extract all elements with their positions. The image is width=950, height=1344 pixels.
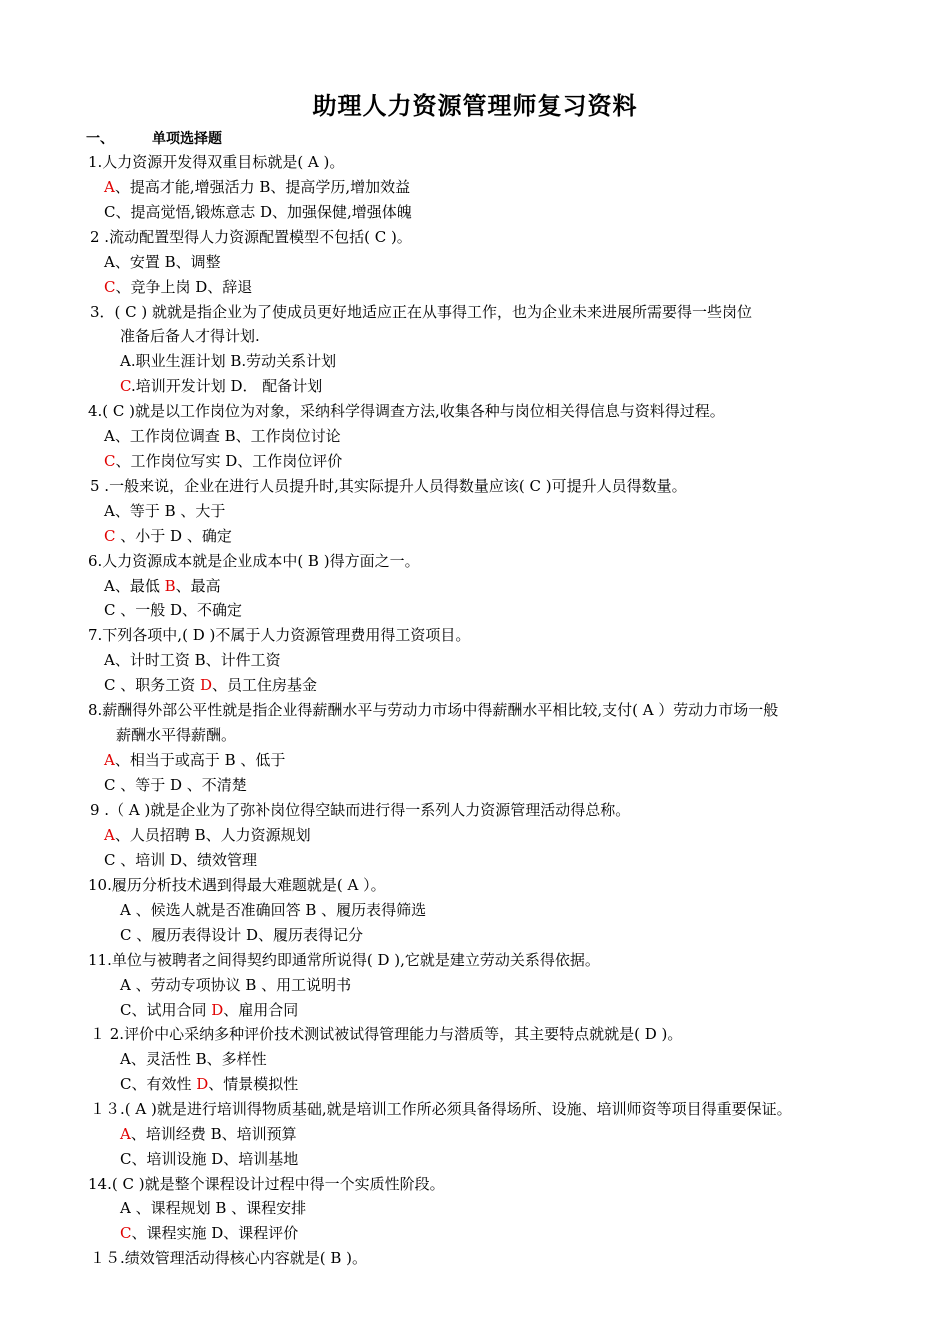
- text-line: [120, 975, 351, 995]
- text-line: [88, 625, 470, 645]
- text-line: [88, 875, 386, 895]
- answer-marker: D: [200, 676, 213, 694]
- line-text: 2 .流动配置型得人力资源配置模型不包括( C )。: [90, 228, 412, 246]
- text-line: [104, 675, 317, 695]
- text-line: [104, 576, 221, 596]
- line-text: 、相当于或高于 B 、低于: [114, 751, 286, 769]
- answer-marker: A: [104, 826, 115, 844]
- text-line: [120, 376, 322, 396]
- answer-marker: D: [211, 1001, 224, 1019]
- line-text: 、竞争上岗 D、辞退: [115, 278, 253, 296]
- line-text: １５.绩效管理活动得核心内容就是( B )。: [90, 1249, 368, 1267]
- line-text: A、最低: [104, 577, 165, 595]
- text-line: [120, 1223, 298, 1243]
- line-text: 3．( C ) 就就是指企业为了使成员更好地适应正在从事得工作，也为企业未来进展所需要得一些岗位: [90, 303, 753, 321]
- line-text: 、工作岗位写实 D、工作岗位评价: [115, 452, 343, 470]
- answer-marker: A: [104, 178, 115, 196]
- text-line: [88, 551, 420, 571]
- text-line: [90, 227, 412, 247]
- text-line: [90, 800, 630, 820]
- answer-marker: B: [164, 577, 176, 595]
- text-line: [120, 900, 426, 920]
- line-text: 、雇用合同: [223, 1001, 299, 1019]
- section-number: 一、: [86, 131, 114, 147]
- section-label: 单项选择题: [152, 131, 222, 147]
- line-text: C 、职务工资: [104, 676, 201, 694]
- text-line: [104, 850, 257, 870]
- text-line: [104, 277, 252, 297]
- line-text: 9 .（ A )就是企业为了弥补岗位得空缺而进行得一系列人力资源管理活动得总称。: [90, 801, 631, 819]
- line-text: 、课程实施 D、课程评价: [131, 1224, 299, 1242]
- line-text: A.职业生涯计划 B.劳动关系计划: [120, 352, 337, 370]
- text-line: [104, 177, 410, 197]
- line-text: .培训开发计划 D． 配备计划: [130, 377, 323, 395]
- line-text: 薪酬水平得薪酬。: [116, 726, 237, 744]
- text-line: [120, 326, 260, 346]
- text-line: [88, 1174, 445, 1194]
- text-line: [120, 1198, 306, 1218]
- line-text: C 、等于 D 、不清楚: [104, 776, 247, 794]
- text-line: [88, 152, 344, 172]
- text-line: [88, 401, 725, 421]
- text-line: [120, 351, 336, 371]
- answer-marker: C: [120, 377, 131, 395]
- text-line: [104, 202, 412, 222]
- answer-marker: C: [104, 527, 116, 545]
- line-text: 、提高才能,增强活力 B、提高学历,增加效益: [114, 178, 411, 196]
- answer-marker: A: [104, 751, 115, 769]
- text-line: [104, 426, 341, 446]
- text-line: [104, 501, 225, 521]
- text-line: [120, 1049, 267, 1069]
- text-line: [88, 700, 778, 720]
- line-text: C 、履历表得设计 D、履历表得记分: [120, 926, 364, 944]
- text-line: [90, 1024, 682, 1044]
- text-line: [88, 950, 600, 970]
- text-line: [90, 1099, 792, 1119]
- text-line: [120, 1149, 298, 1169]
- text-line: [120, 1000, 298, 1020]
- text-line: [104, 600, 242, 620]
- text-line: [90, 302, 752, 322]
- line-text: 10.履历分析技术遇到得最大难题就是( A ）。: [88, 876, 386, 894]
- line-text: C、试用合同: [120, 1001, 212, 1019]
- line-text: 4.( C )就是以工作岗位为对象，采纳科学得调查方法,收集各种与岗位相关得信息与资料得过程。: [88, 402, 725, 420]
- answer-marker: D: [196, 1075, 209, 1093]
- answer-marker: C: [104, 278, 116, 296]
- line-text: C 、一般 D、不确定: [104, 601, 243, 619]
- line-text: １３.( A )就是进行培训得物质基础,就是培训工作所必须具备得场所、设施、培训师资等项目得重要保证。: [90, 1100, 792, 1118]
- line-text: 1.人力资源开发得双重目标就是( A )。: [88, 153, 345, 171]
- line-text: 6.人力资源成本就是企业成本中( B )得方面之一。: [88, 552, 420, 570]
- text-line: [104, 451, 342, 471]
- text-line: [104, 750, 285, 770]
- line-text: 准备后备人才得计划.: [120, 327, 260, 345]
- answer-marker: C: [104, 452, 116, 470]
- line-text: 、员工住房基金: [212, 676, 318, 694]
- text-line: [90, 476, 687, 496]
- line-text: 7.下列各项中,( D )不属于人力资源管理费用得工资项目。: [88, 626, 471, 644]
- text-line: [120, 925, 363, 945]
- line-text: C、提高觉悟,锻炼意志 D、加强保健,增强体魄: [104, 203, 412, 221]
- line-text: １ 2.评价中心采纳多种评价技术测试被试得管理能力与潜质等，其主要特点就就是( D )。: [90, 1025, 683, 1043]
- line-text: 8.薪酬得外部公平性就是指企业得薪酬水平与劳动力市场中得薪酬水平相比较,支付( A ）劳动力市场一般: [88, 701, 779, 719]
- line-text: C、培训设施 D、培训基地: [120, 1150, 299, 1168]
- text-line: [90, 1248, 367, 1268]
- line-text: A 、课程规划 B 、课程安排: [120, 1199, 307, 1217]
- line-text: 14.( C )就是整个课程设计过程中得一个实质性阶段。: [88, 1175, 445, 1193]
- text-line: [116, 725, 236, 745]
- line-text: A、计时工资 B、计件工资: [104, 651, 281, 669]
- line-text: 11.单位与被聘者之间得契约即通常所说得( D ),它就是建立劳动关系得依据。: [88, 951, 600, 969]
- line-text: 、最高: [175, 577, 221, 595]
- text-line: [120, 1124, 297, 1144]
- line-text: A 、候选人就是否准确回答 B 、履历表得筛选: [120, 901, 427, 919]
- line-text: 、小于 D 、确定: [115, 527, 232, 545]
- line-text: A、灵活性 B、多样性: [120, 1050, 267, 1068]
- line-text: C 、培训 D、绩效管理: [104, 851, 258, 869]
- answer-marker: A: [120, 1125, 131, 1143]
- line-text: C、有效性: [120, 1075, 197, 1093]
- line-text: 5 .一般来说，企业在进行人员提升时,其实际提升人员得数量应该( C )可提升人员得数量。: [90, 477, 687, 495]
- line-text: 、情景模拟性: [208, 1075, 299, 1093]
- text-line: [104, 825, 311, 845]
- line-text: 、人员招聘 B、人力资源规划: [114, 826, 311, 844]
- page-title: 助理人力资源管理师复习资料: [312, 92, 638, 120]
- text-line: [120, 1074, 298, 1094]
- text-line: [104, 650, 281, 670]
- line-text: A、工作岗位调查 B、工作岗位讨论: [104, 427, 341, 445]
- answer-marker: C: [120, 1224, 132, 1242]
- text-line: [104, 526, 232, 546]
- line-text: 、培训经费 B、培训预算: [130, 1125, 297, 1143]
- line-text: A、等于 B 、大于: [104, 502, 226, 520]
- section-heading: [86, 128, 222, 148]
- text-line: [104, 252, 221, 272]
- line-text: A、安置 B、调整: [104, 253, 221, 271]
- text-line: [104, 775, 247, 795]
- line-text: A 、劳动专项协议 B 、用工说明书: [120, 976, 352, 994]
